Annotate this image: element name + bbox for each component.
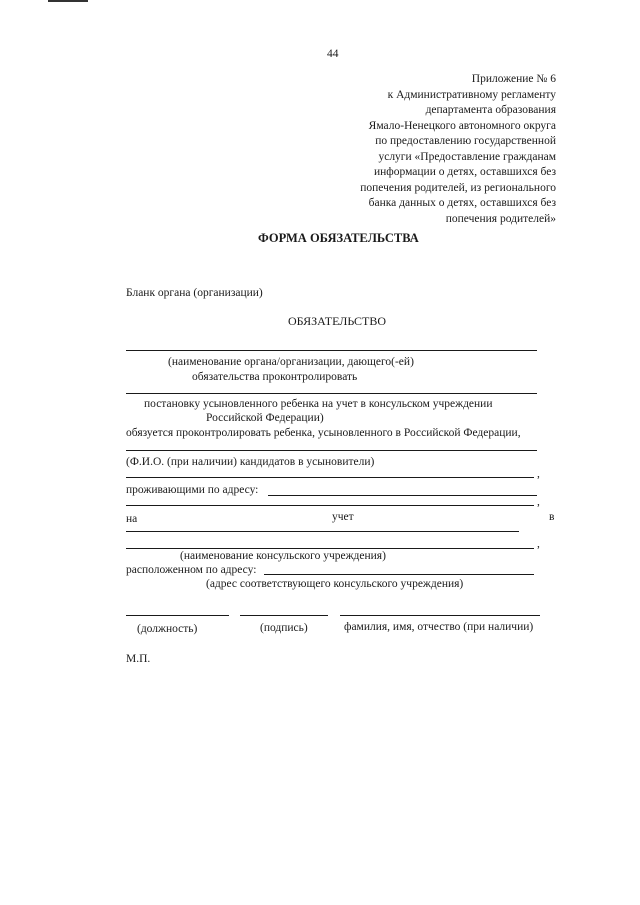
- stamp-label: М.П.: [126, 653, 151, 665]
- registration-caption: Российской Федерации): [206, 412, 324, 424]
- na-label: на: [126, 513, 138, 525]
- document-title: ОБЯЗАТЕЛЬСТВО: [288, 314, 387, 328]
- form-title: ФОРМА ОБЯЗАТЕЛЬСТВА: [258, 231, 419, 245]
- v-label: в: [549, 511, 555, 523]
- registration-caption: постановку усыновленного ребенка на учет в консульском учреждении: [144, 398, 493, 410]
- full-name-line: [340, 615, 540, 616]
- obligation-text: обязуется проконтролировать ребенка, усыновленного в Российской Федерации,: [126, 427, 521, 439]
- org-name-line: [126, 350, 537, 351]
- annex-block: [360, 72, 556, 227]
- address-line-2: [126, 505, 534, 506]
- candidates-line-2: [126, 477, 534, 478]
- annex-line: по предоставлению государственной: [375, 135, 556, 147]
- consulate-address-caption: (адрес соответствующего консульского учреждения): [206, 578, 464, 590]
- annex-line: услуги «Предоставление гражданам: [378, 150, 556, 163]
- signature-caption: (подпись): [260, 622, 308, 634]
- comma: ,: [537, 538, 540, 550]
- org-caption: обязательства проконтролировать: [192, 371, 358, 383]
- org-caption: (наименование органа/организации, дающего(-ей): [168, 356, 414, 368]
- annex-line: информации о детях, оставшихся без: [374, 166, 556, 178]
- annex-line: попечения родителей, из регионального: [360, 181, 556, 194]
- annex-line: Ямало-Ненецкого автономного округа: [368, 119, 556, 132]
- consulate-address-line: [264, 574, 534, 575]
- candidates-line: [126, 450, 537, 451]
- full-name-caption: фамилия, имя, отчество (при наличии): [344, 621, 534, 633]
- residing-address-line: [268, 495, 537, 496]
- comma: ,: [537, 496, 540, 508]
- annex-line: попечения родителей»: [445, 212, 556, 225]
- position-line: [126, 615, 229, 616]
- comma: ,: [537, 468, 540, 480]
- residing-label: проживающими по адресу:: [126, 484, 259, 496]
- annex-line: департамента образования: [425, 104, 556, 116]
- registration-line: [126, 393, 537, 394]
- position-caption: (должность): [137, 623, 198, 635]
- signature-line: [240, 615, 328, 616]
- scan-mark: [48, 0, 88, 2]
- uchet-label: учет: [332, 511, 354, 523]
- annex-line: банка данных о детях, оставшихся без: [368, 197, 556, 209]
- consulate-caption: (наименование консульского учреждения): [180, 550, 386, 562]
- annex-line: к Административному регламенту: [387, 88, 556, 101]
- page-number: 44: [327, 48, 339, 60]
- located-label: расположенном по адресу:: [126, 564, 257, 576]
- consulate-line: [126, 531, 519, 532]
- candidates-caption: (Ф.И.О. (при наличии) кандидатов в усыновители): [126, 456, 375, 468]
- letterhead-label: Бланк органа (организации): [126, 287, 263, 299]
- annex-line: Приложение № 6: [471, 73, 556, 85]
